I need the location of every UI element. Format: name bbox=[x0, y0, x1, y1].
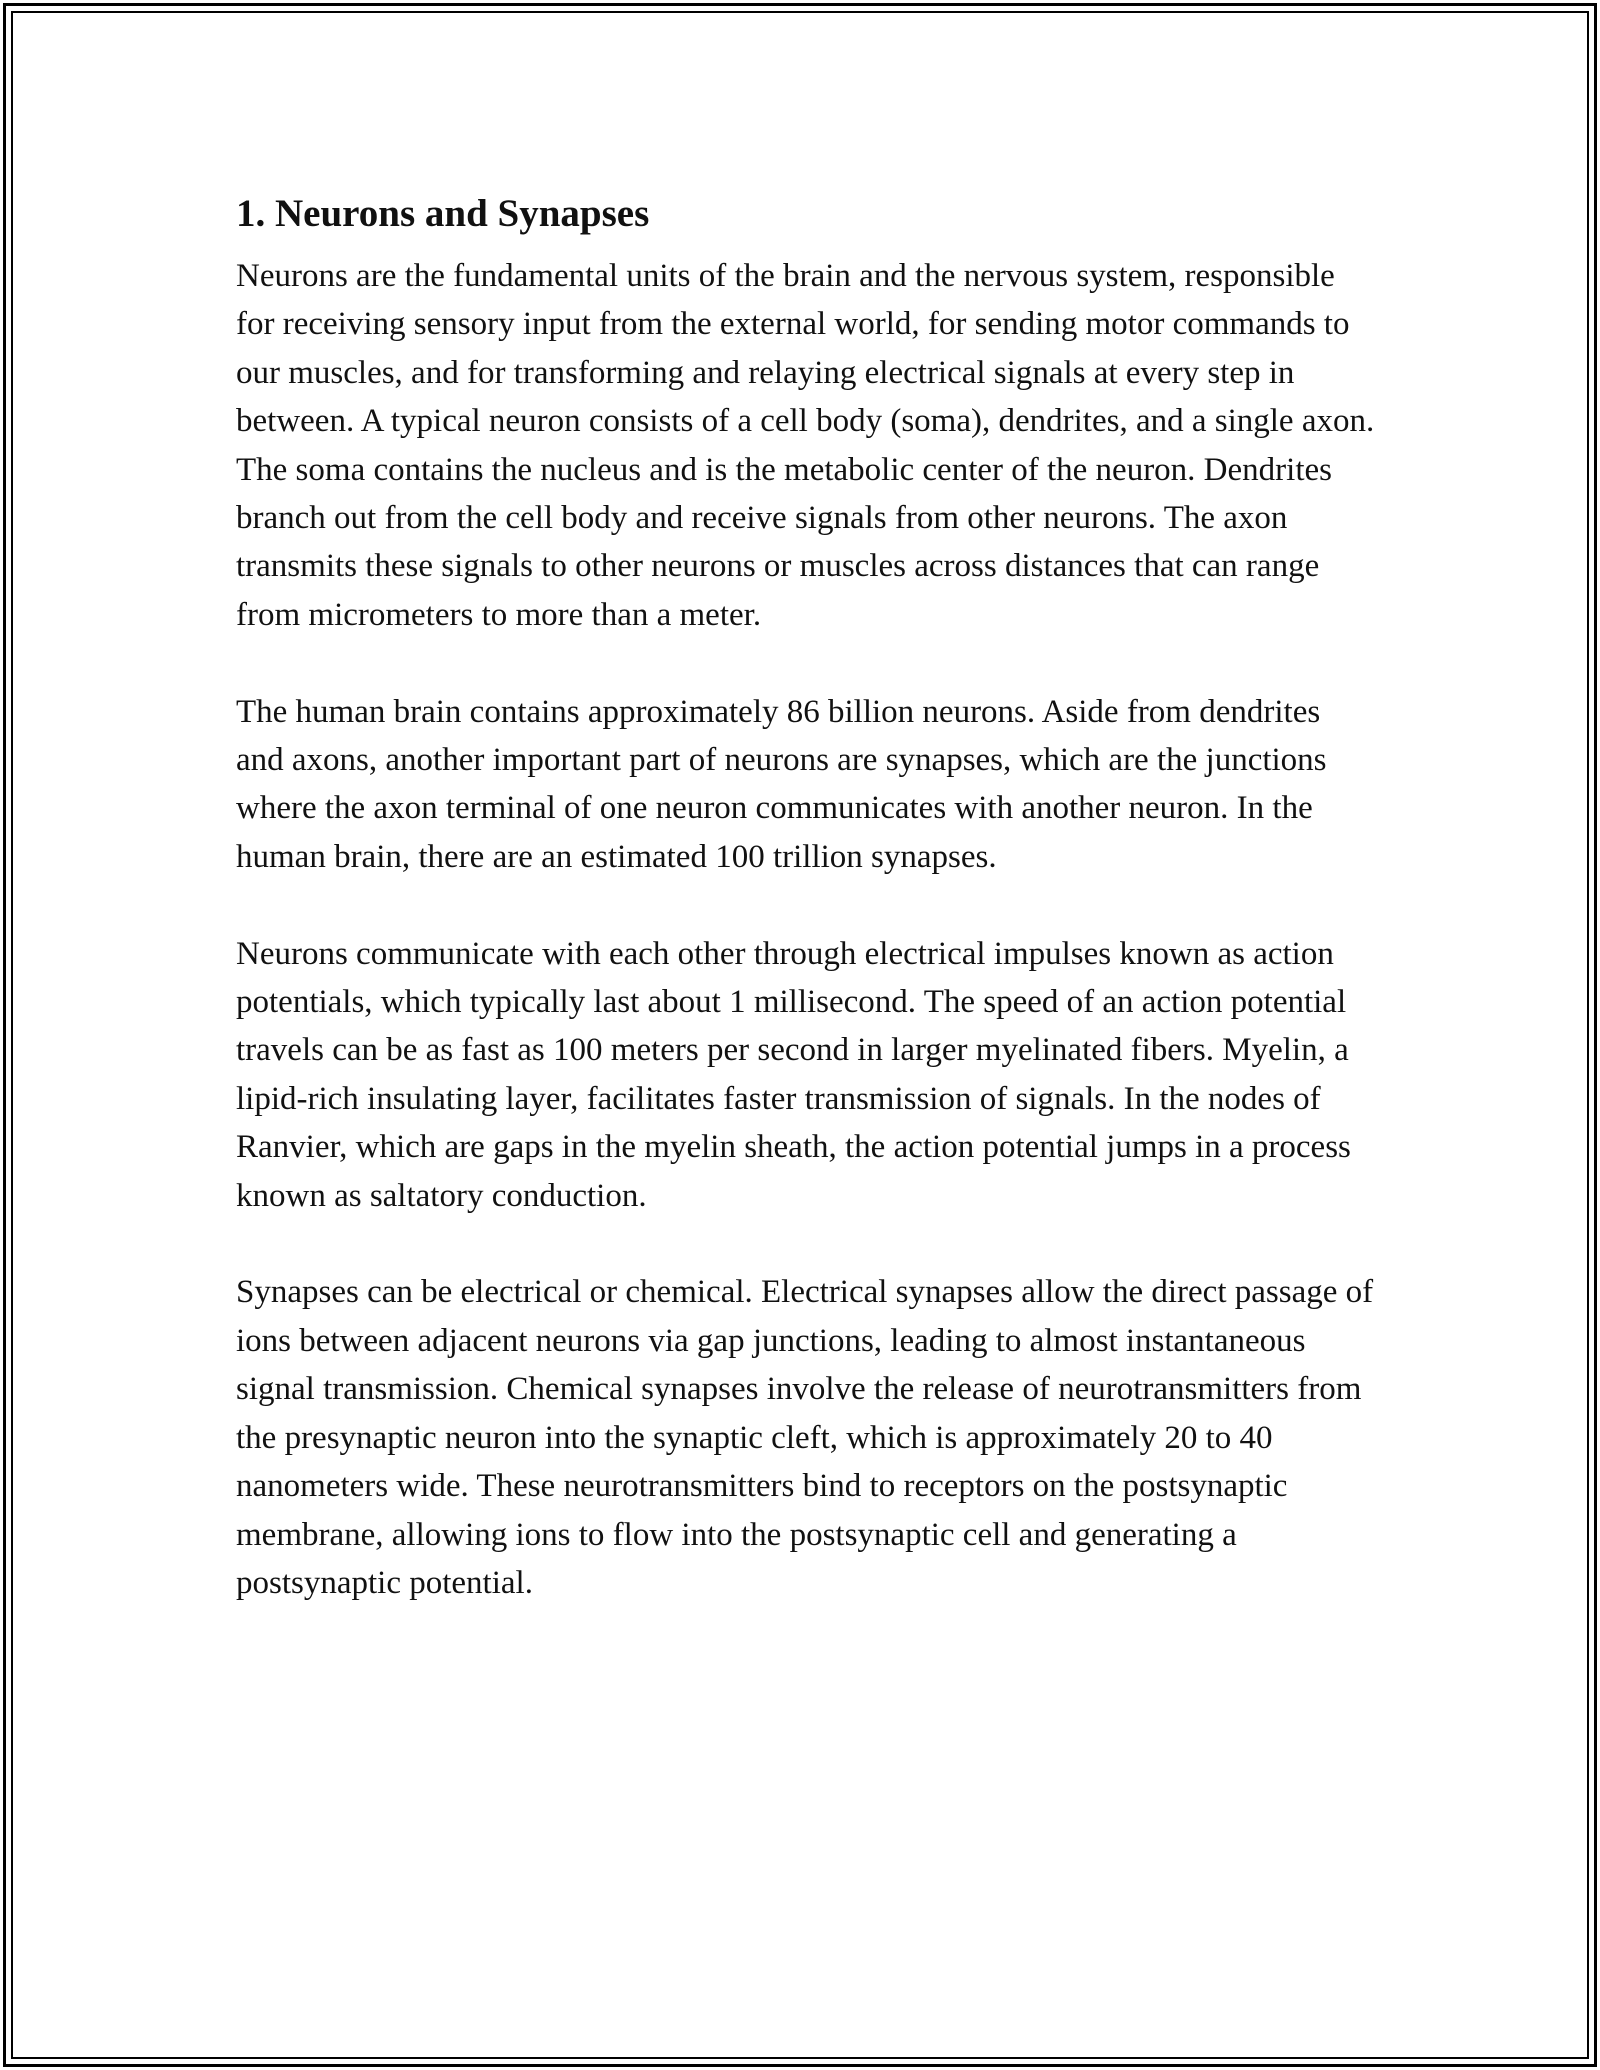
document-body bbox=[236, 186, 1376, 1656]
paragraph-neurons-intro: Neurons are the fundamental units of the brain and the nervous system, responsible for receiving sensory input from the external world, for sending motor commands to our muscles, and for transforming and relaying electrical signals at every step in between. A typical neuron consists of a cell body (soma), dendrites, and a single axon. The soma contains the nucleus and is the metabolic center of the neuron. Dendrites branch out from the cell body and receive signals from other neurons. The axon transmits these signals to other neurons or muscles across distances that can range from micrometers to more than a meter. bbox=[236, 258, 1375, 633]
section-heading: 1. Neurons and Synapses bbox=[236, 192, 650, 235]
paragraph-brain-count: The human brain contains approximately 86 billion neurons. Aside from dendrites and axons, another important part of neurons are synapses, which are the junctions where the axon terminal of one neuron communicates with another neuron. In the human brain, there are an estimated 100 trillion synapses. bbox=[236, 693, 1327, 875]
paragraph-synapse-types: Synapses can be electrical or chemical. Electrical synapses allow the direct passage of ions between adjacent neurons via gap junctions, leading to almost instantaneous signal transmission. Chemical synapses involve the release of neurotransmitters from the presynaptic neuron into the synaptic cleft, which is approximately 20 to 40 nanometers wide. These neurotransmitters bind to receptors on the postsynaptic membrane, allowing ions to flow into the postsynaptic cell and generating a postsynaptic potential. bbox=[236, 1274, 1374, 1601]
paragraph-action-potentials: Neurons communicate with each other through electrical impulses known as action potentials, which typically last about 1 millisecond. The speed of an action potential travels can be as fast as 100 meters per second in larger myelinated fibers. Myelin, a lipid-rich insulating layer, facilitates faster transmission of signals. In the nodes of Ranvier, which are gaps in the myelin sheath, the action potential jumps in a process known as saltatory conduction. bbox=[236, 935, 1351, 1214]
